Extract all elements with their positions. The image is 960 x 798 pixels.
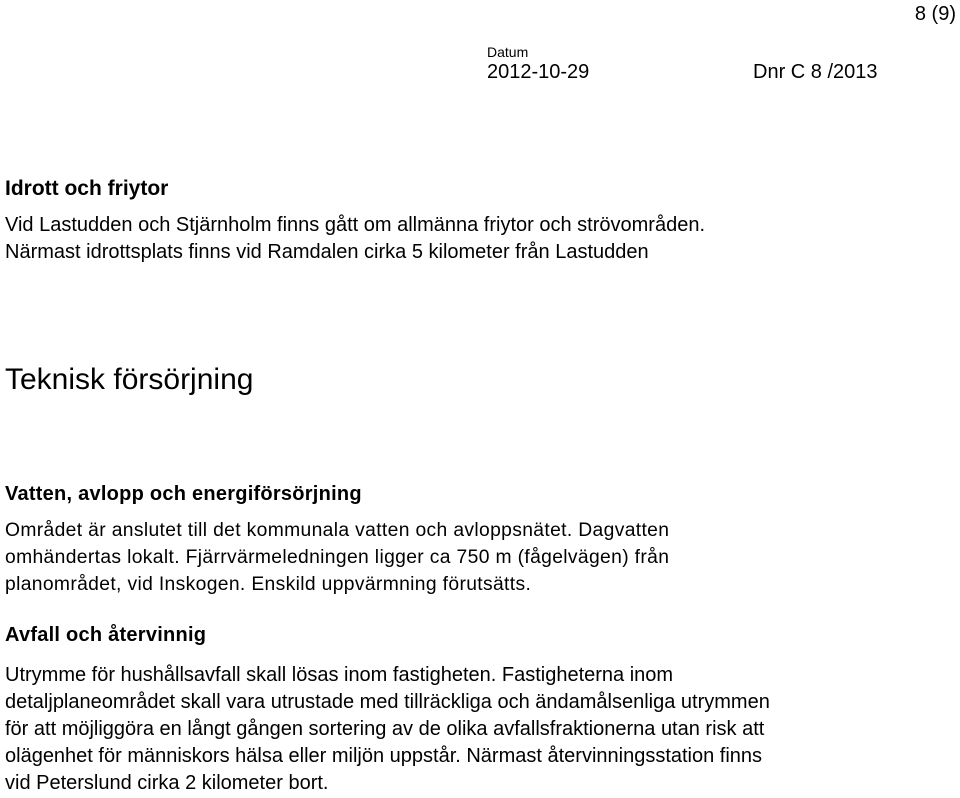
heading-teknisk-forsorjning: Teknisk försörjning (5, 363, 254, 396)
paragraph-line: Vid Lastudden och Stjärnholm finns gått om allmänna friytor och strövområden. (5, 214, 705, 236)
date-value: 2012-10-29 (487, 61, 590, 83)
paragraph-vatten (5, 517, 669, 598)
heading-avfall-och-atervinning: Avfall och återvinnig (5, 624, 207, 646)
heading-vatten-avlopp: Vatten, avlopp och energiförsörjning (5, 483, 362, 505)
paragraph-line: detaljplaneområdet skall vara utrustade med tillräckliga och ändamålsenliga utrymmen (5, 691, 770, 713)
date-label: Datum (487, 44, 529, 60)
paragraph-line: vid Peterslund cirka 2 kilometer bort. (5, 772, 329, 794)
paragraph-line: Området är anslutet till det kommunala vatten och avloppsnätet. Dagvatten (5, 520, 670, 541)
paragraph-idrott (5, 212, 705, 266)
paragraph-line: för att möjliggöra en långt gången sortering av de olika avfallsfraktionerna utan risk att (5, 718, 765, 740)
paragraph-avfall (5, 662, 770, 797)
paragraph-line: Närmast idrottsplats finns vid Ramdalen cirka 5 kilometer från Lastudden (5, 241, 649, 263)
heading-idrott-och-friytor: Idrott och friytor (5, 177, 169, 200)
paragraph-line: planområdet, vid Inskogen. Enskild uppvärmning förutsätts. (5, 574, 532, 595)
paragraph-line: omhändertas lokalt. Fjärrvärmeledningen ligger ca 750 m (fågelvägen) från (5, 547, 670, 568)
paragraph-line: olägenhet för människors hälsa eller miljön uppstår. Närmast återvinningsstation finns (5, 745, 763, 767)
document-reference: Dnr C 8 /2013 (753, 61, 878, 83)
paragraph-line: Utrymme för hushållsavfall skall lösas inom fastigheten. Fastigheterna inom (5, 664, 674, 686)
page-number: 8 (9) (914, 3, 956, 25)
